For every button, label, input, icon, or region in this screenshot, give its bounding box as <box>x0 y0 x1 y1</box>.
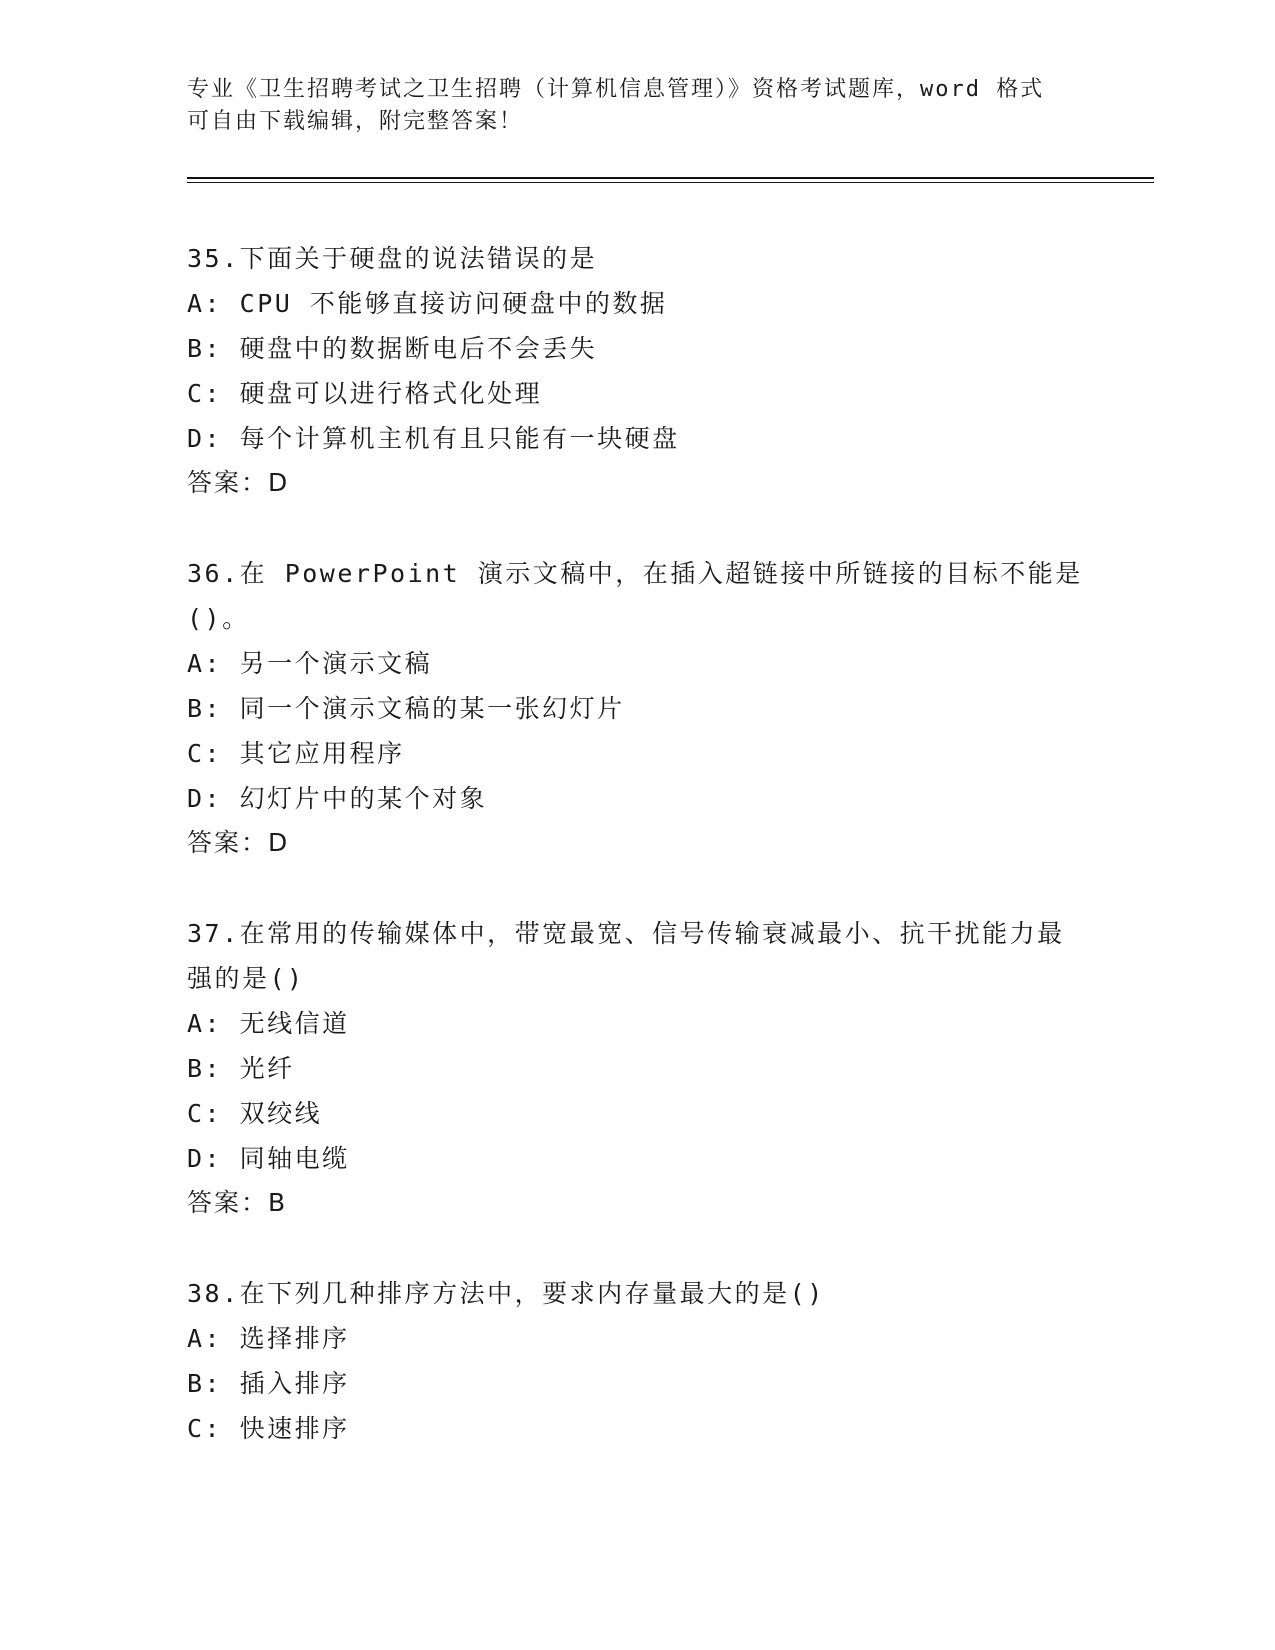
question-stem: 37.在常用的传输媒体中，带宽最宽、信号传输衰减最小、抗干扰能力最强的是() <box>187 919 1065 993</box>
question-36 <box>187 551 1087 865</box>
question-stem: 38.在下列几种排序方法中，要求内存量最大的是() <box>187 1279 825 1308</box>
header-divider-thick <box>187 177 1154 179</box>
option-b: B: 同一个演示文稿的某一张幻灯片 <box>187 694 625 723</box>
question-stem: 35.下面关于硬盘的说法错误的是 <box>187 244 598 273</box>
option-a: A: 另一个演示文稿 <box>187 649 433 678</box>
header-line-2: 可自由下载编辑，附完整答案！ <box>187 109 524 134</box>
question-stem: 36.在 PowerPoint 演示文稿中，在插入超链接中所链接的目标不能是()。 <box>187 559 1083 633</box>
answer-line: 答案：D <box>187 468 290 497</box>
question-35 <box>187 236 1087 505</box>
question-37 <box>187 911 1087 1225</box>
option-d: D: 同轴电缆 <box>187 1144 350 1173</box>
option-a: A: CPU 不能够直接访问硬盘中的数据 <box>187 289 668 318</box>
question-38 <box>187 1271 1087 1451</box>
option-b: B: 插入排序 <box>187 1369 350 1398</box>
option-d: D: 每个计算机主机有且只能有一块硬盘 <box>187 424 680 453</box>
option-c: C: 快速排序 <box>187 1414 350 1443</box>
option-c: C: 双绞线 <box>187 1099 323 1128</box>
header-divider-thin <box>187 182 1154 183</box>
option-c: C: 其它应用程序 <box>187 739 405 768</box>
option-b: B: 硬盘中的数据断电后不会丢失 <box>187 334 598 363</box>
answer-line: 答案：B <box>187 1188 288 1217</box>
option-b: B: 光纤 <box>187 1054 295 1083</box>
question-list <box>187 236 1087 1497</box>
option-a: A: 无线信道 <box>187 1009 350 1038</box>
answer-line: 答案：D <box>187 828 290 857</box>
header-line-1: 专业《卫生招聘考试之卫生招聘（计算机信息管理）》资格考试题库，word 格式 <box>187 77 1045 102</box>
document-header <box>187 74 1087 138</box>
option-d: D: 幻灯片中的某个对象 <box>187 784 488 813</box>
option-a: A: 选择排序 <box>187 1324 350 1353</box>
option-c: C: 硬盘可以进行格式化处理 <box>187 379 543 408</box>
